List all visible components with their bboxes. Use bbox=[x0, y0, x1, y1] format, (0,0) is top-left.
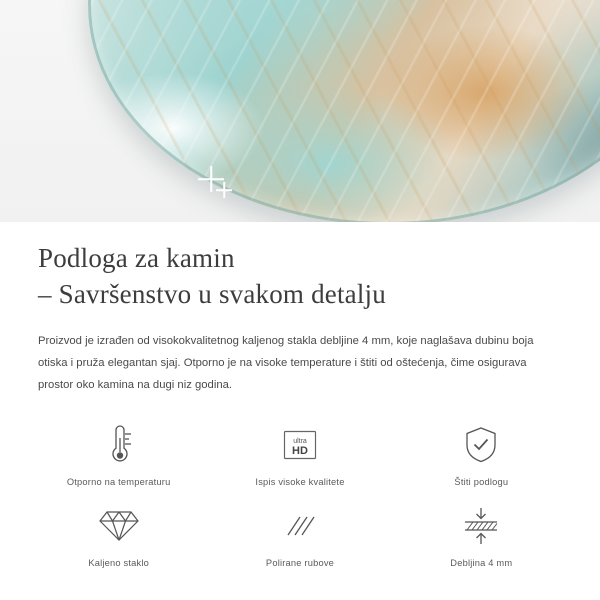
feature-label: Polirane rubove bbox=[265, 558, 335, 569]
feature-item-print-quality bbox=[209, 422, 390, 487]
product-description: Proizvod je izrađen od visokokvalitetnog kaljenog stakla debljine 4 mm, koje naglašava dubinu boja otiska i pruža elegantan sjaj. Otporno je na visoke temperature i štiti od oštećenja, čime osigurava prostor oko kamina na dugi niz godina. bbox=[38, 335, 534, 392]
feature-item-tempered-glass bbox=[28, 503, 209, 568]
svg-text:ultra: ultra bbox=[293, 438, 307, 446]
shield-check-icon bbox=[463, 422, 499, 468]
feature-grid bbox=[0, 422, 600, 568]
feature-label: Štiti podlogu bbox=[454, 477, 509, 488]
polished-edges-icon bbox=[280, 503, 320, 549]
diamond-icon bbox=[98, 503, 140, 549]
feature-label: Kaljeno staklo bbox=[88, 558, 149, 569]
hero-image bbox=[0, 0, 600, 222]
feature-item-temperature bbox=[28, 422, 209, 487]
page-title-line2: – Savršenstvo u svakom detalju bbox=[38, 279, 386, 310]
feature-item-thickness bbox=[391, 503, 572, 568]
svg-text:HD: HD bbox=[292, 445, 308, 458]
feature-label: Debljina 4 mm bbox=[450, 558, 513, 569]
page-title-line1: Podloga za kamin bbox=[38, 243, 235, 273]
page-title bbox=[38, 240, 562, 312]
feature-item-protects-surface bbox=[391, 422, 572, 487]
glass-board-image bbox=[88, 0, 600, 222]
feature-label: Otporno na temperaturu bbox=[66, 477, 171, 488]
feature-label: Ispis visoke kvalitete bbox=[255, 477, 345, 488]
ultra-hd-icon bbox=[280, 422, 320, 468]
thermometer-icon bbox=[102, 422, 136, 468]
feature-item-polished-edges bbox=[209, 503, 390, 568]
thickness-arrows-icon bbox=[461, 503, 501, 549]
text-content bbox=[0, 222, 600, 396]
